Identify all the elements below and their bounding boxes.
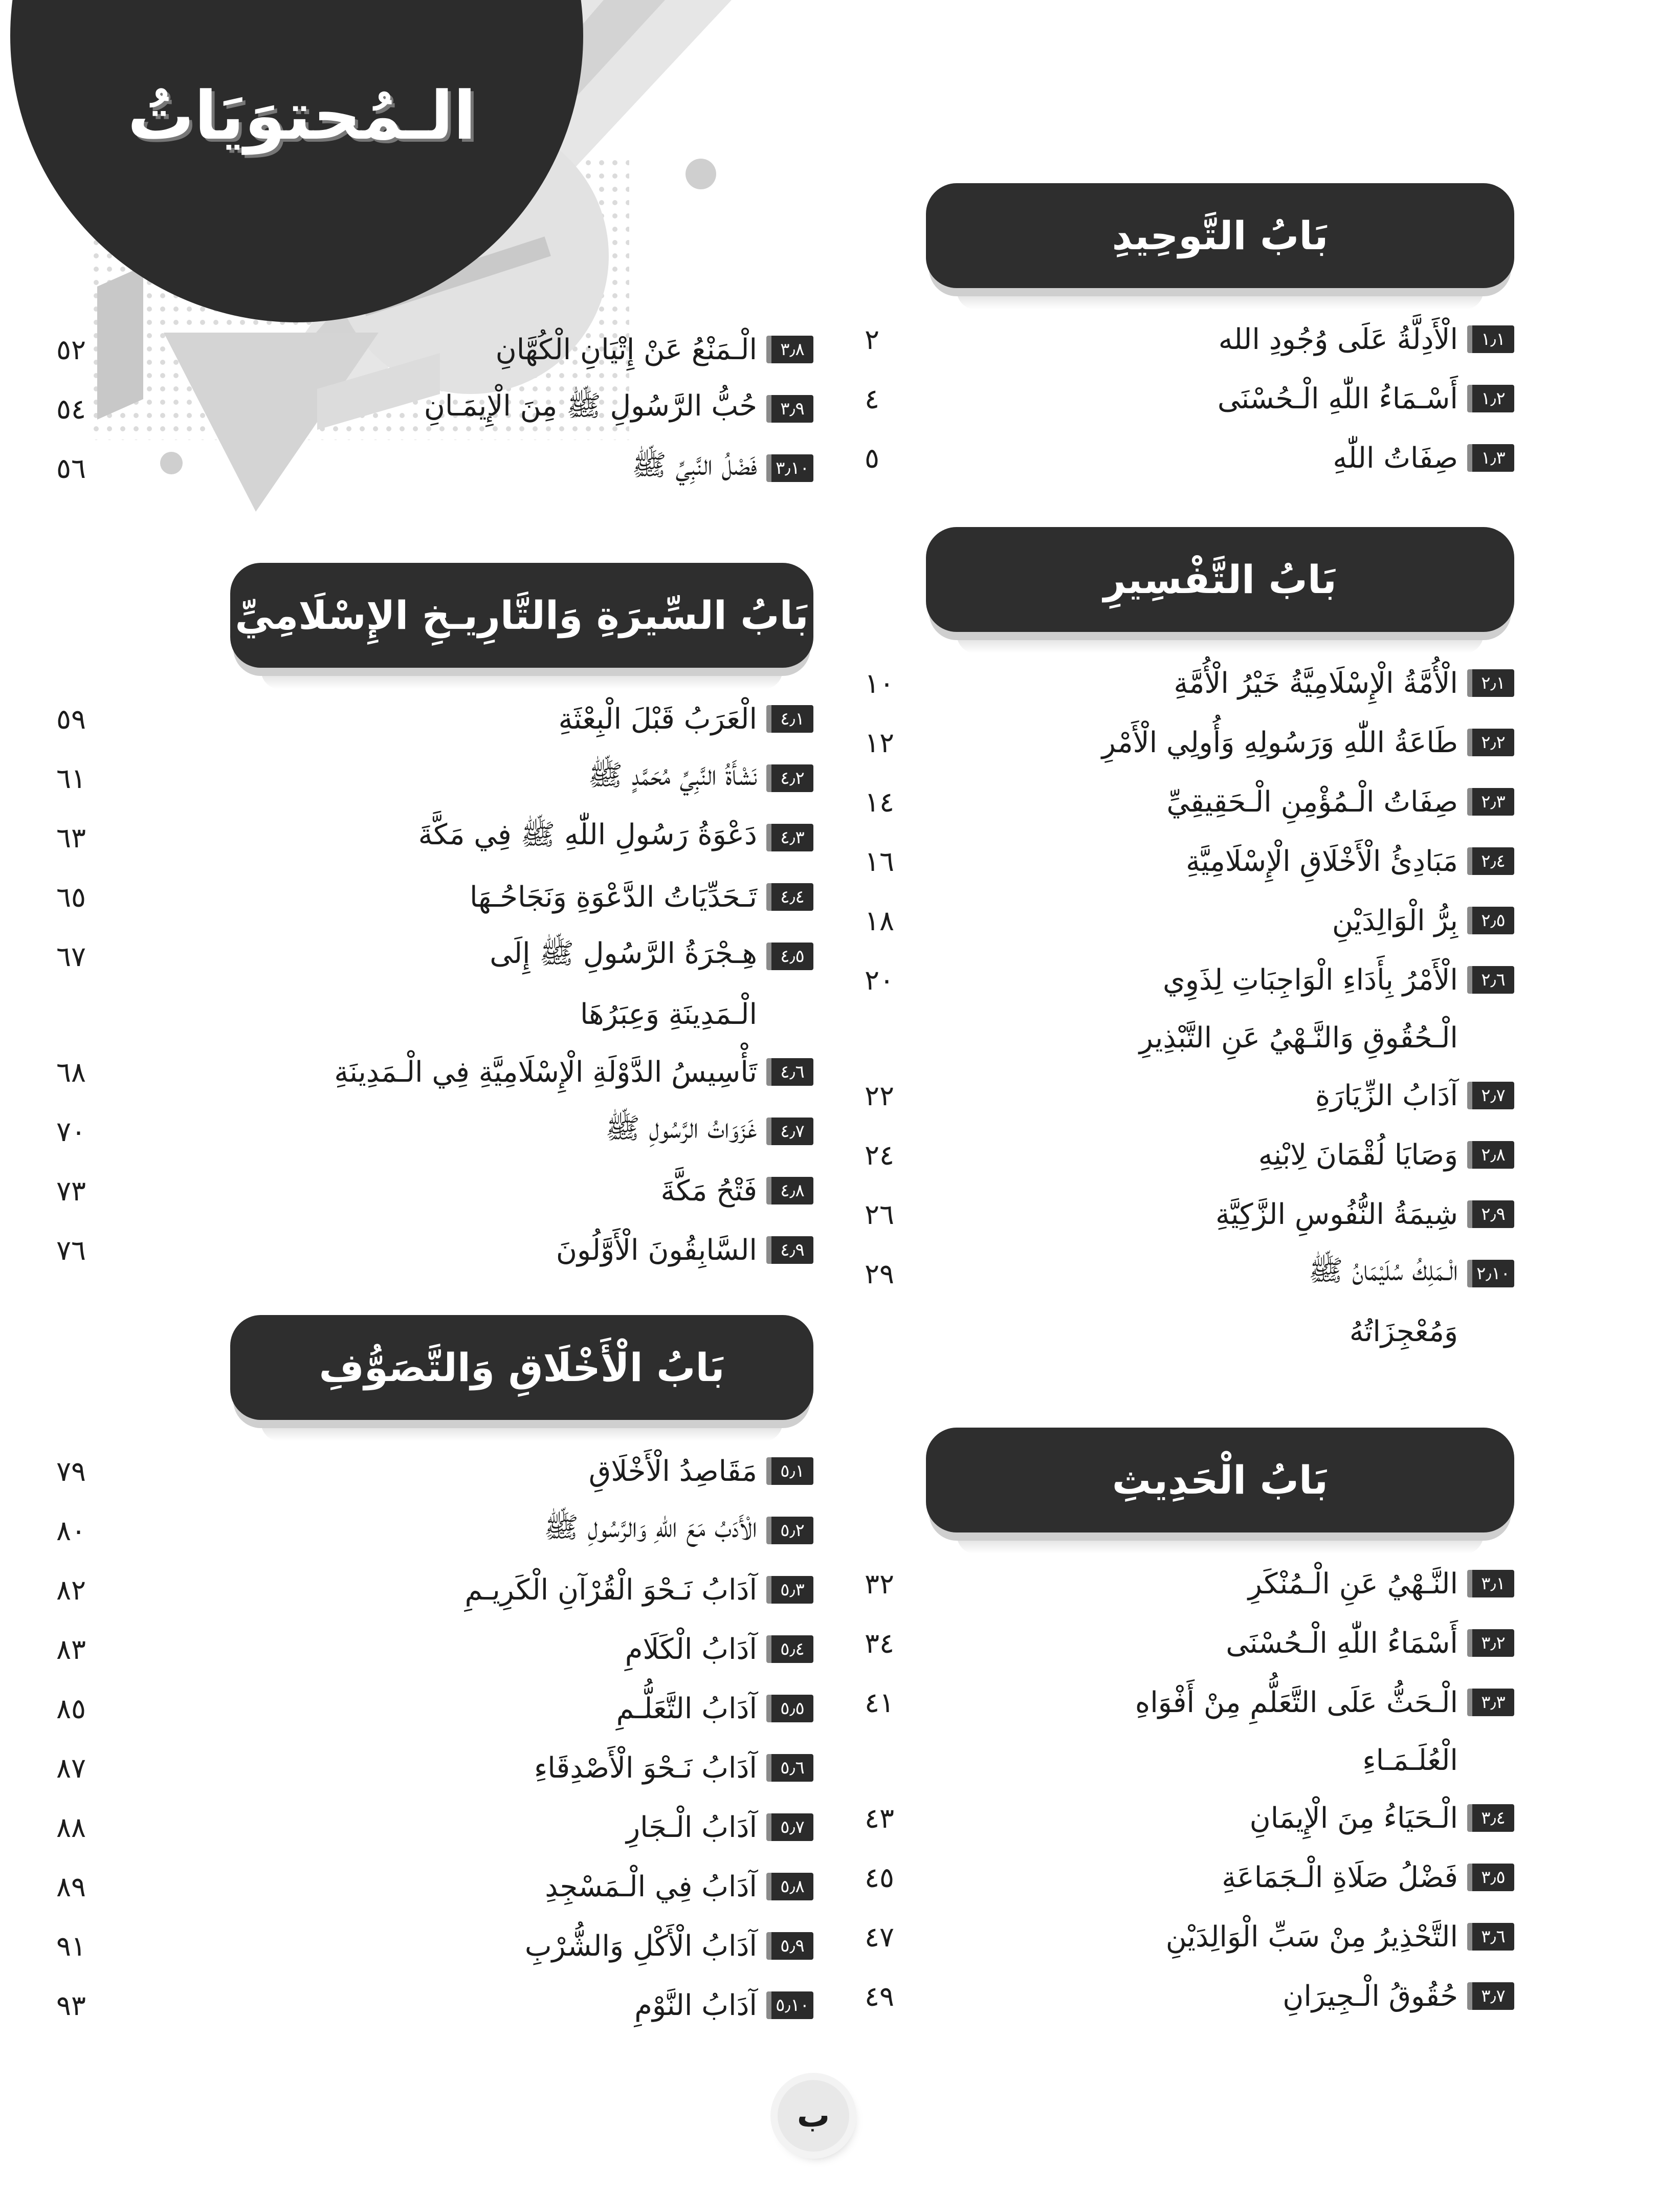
- entry-number: ٣٫١٠: [766, 454, 813, 482]
- entry-page: ٦١: [56, 762, 86, 795]
- entry-title: مَبَادِئُ الْأَخْلَاقِ الْإِسْلَامِيَّةِ: [1185, 844, 1458, 878]
- toc-entry[interactable]: [56, 927, 813, 986]
- toc-entry[interactable]: [56, 867, 813, 927]
- entry-page: ٨٩: [56, 1870, 86, 1903]
- entry-number: ٤٫٩: [766, 1236, 813, 1264]
- entry-number: ٣٫٢: [1467, 1629, 1514, 1657]
- entry-page: ٤٧: [865, 1920, 895, 1953]
- toc-entry[interactable]: [56, 379, 813, 439]
- entry-title: وَصَايَا لُقْمَانَ لِابْنِهِ: [1258, 1138, 1458, 1172]
- toc-entry[interactable]: [865, 369, 1514, 428]
- entry-number: ٢٫٨: [1467, 1141, 1514, 1169]
- entry-page: ٥٢: [56, 333, 86, 366]
- entry-title: حُقُوقُ الْـجِيرَانِ: [1283, 1979, 1458, 2013]
- entry-title: التَّحْذِيرُ مِنْ سَبِّ الْوَالِدَيْنِ: [1165, 1920, 1458, 1954]
- entry-title: فَضْلُ صَلَاةِ الْـجَمَاعَةِ: [1222, 1860, 1458, 1894]
- entry-number: ٤٫٢: [766, 764, 813, 792]
- entry-page: ٦٣: [56, 821, 86, 854]
- entry-number: ٢٫١: [1467, 669, 1514, 697]
- entry-title: النَّـهْيُ عَنِ الْـمُنْكَرِ: [1248, 1567, 1458, 1601]
- entry-page: ٦٧: [56, 940, 86, 973]
- toc-entry[interactable]: [56, 689, 813, 749]
- toc-entry-continuation: [926, 1010, 1514, 1066]
- entry-title: تَـحَدِّيَاتُ الدَّعْوَةِ وَنَجَاحُـهَا: [470, 880, 757, 914]
- toc-entry[interactable]: [865, 1185, 1514, 1244]
- toc-entry[interactable]: [865, 1788, 1514, 1848]
- entry-title: أَسْـمَاءُ اللّٰهِ الْـحُسْنَى: [1217, 382, 1458, 415]
- entry-page: ٥٦: [56, 452, 86, 485]
- entry-title: الْأَمْرُ بِأَدَاءِ الْوَاجِبَاتِ لِذَوِي: [1162, 963, 1458, 997]
- entry-number: ٤٫٧: [766, 1118, 813, 1145]
- toc-entry-continuation: [926, 1303, 1514, 1360]
- entry-number: ٣٫١: [1467, 1570, 1514, 1597]
- toc-entry[interactable]: [865, 1673, 1514, 1732]
- toc-entry[interactable]: [865, 1125, 1514, 1185]
- toc-entry[interactable]: [56, 749, 813, 808]
- section-tafseer: [865, 527, 1514, 1360]
- entry-page: ١٨: [865, 904, 895, 937]
- entry-number: ٢٫٧: [1467, 1082, 1514, 1109]
- toc-entry[interactable]: [56, 808, 813, 867]
- section-header-tawheed: بَابُ التَّوحِيدِ: [926, 183, 1514, 288]
- entry-page: ٤٩: [865, 1980, 895, 2012]
- entry-page: ٨٠: [56, 1514, 86, 1547]
- entry-page: ١٠: [865, 667, 895, 699]
- toc-entry[interactable]: [865, 310, 1514, 369]
- entry-page: ٨٣: [56, 1633, 86, 1666]
- section-hadith-continued: [56, 320, 813, 498]
- header-shadow: [261, 670, 783, 689]
- entry-number: ٣٫٤: [1467, 1804, 1514, 1832]
- toc-entry[interactable]: [56, 1161, 813, 1220]
- page-title: الـمُحتوَيَاتُ: [127, 77, 476, 155]
- entry-number: ٤٫٨: [766, 1177, 813, 1204]
- entry-title: فَتْحُ مَكَّةَ: [660, 1174, 757, 1208]
- page-number-letter: ب: [797, 2097, 830, 2135]
- entry-title: الْـحَيَاءُ مِنَ الْإِيمَانِ: [1249, 1801, 1458, 1835]
- toc-entry[interactable]: [865, 1244, 1514, 1303]
- entry-page: ٧٠: [56, 1115, 86, 1148]
- toc-entry[interactable]: [56, 1798, 813, 1857]
- section-header-tafseer: بَابُ التَّفْسِيرِ: [926, 527, 1514, 632]
- entry-number: ٢٫٤: [1467, 847, 1514, 875]
- entry-page: ٧٦: [56, 1234, 86, 1266]
- entry-page: ٩١: [56, 1930, 86, 1962]
- entry-title: الْأَدِلَّةُ عَلَى وُجُودِ الله: [1218, 322, 1458, 356]
- toc-entry[interactable]: [865, 428, 1514, 488]
- entry-page: ٨٨: [56, 1811, 86, 1844]
- header-shadow: [957, 290, 1484, 310]
- section-header-akhlaq: بَابُ الْأَخْلَاقِ وَالتَّصَوُّفِ: [230, 1315, 813, 1420]
- toc-entry[interactable]: [56, 320, 813, 379]
- toc-entry[interactable]: [56, 1738, 813, 1798]
- header-shadow: [957, 634, 1484, 653]
- entry-title: آدَابُ الْـجَارِ: [626, 1810, 757, 1844]
- entry-page: ١٢: [865, 726, 895, 759]
- entry-number: ٤٫٥: [766, 943, 813, 970]
- entry-title-continued: الْعُلَـمَـاءِ: [1362, 1743, 1458, 1777]
- entry-title: آدَابُ نَـحْوَ الْقُرْآنِ الْكَرِيـمِ: [465, 1573, 757, 1607]
- entry-number: ٤٫١: [766, 705, 813, 733]
- toc-entry[interactable]: [56, 1441, 813, 1501]
- entry-number: ٤٫٤: [766, 883, 813, 911]
- entry-page: ٢٦: [865, 1198, 895, 1231]
- entry-number: ٣٫٧: [1467, 1982, 1514, 2010]
- entry-page: ٨٧: [56, 1751, 86, 1784]
- toc-entry-continuation: [230, 986, 813, 1042]
- toc-entry[interactable]: [865, 1848, 1514, 1907]
- entry-title: الْـمَلِكُ سُلَيْمَانُ ﷺ: [1308, 1254, 1458, 1287]
- entry-title: صِفَاتُ اللّٰهِ: [1333, 441, 1458, 475]
- toc-entry[interactable]: [865, 891, 1514, 950]
- section-tawheed: [865, 183, 1514, 488]
- toc-entry[interactable]: [865, 653, 1514, 713]
- entry-number: ٥٫٨: [766, 1873, 813, 1900]
- toc-entry[interactable]: [865, 1907, 1514, 1966]
- entry-page: ٣٢: [865, 1567, 895, 1600]
- entry-title: آدَابُ النَّوْمِ: [634, 1988, 757, 2022]
- entry-page: ٢٢: [865, 1079, 895, 1112]
- entry-page: ٨٥: [56, 1692, 86, 1725]
- entry-title: مَقَاصِدُ الْأَخْلَاقِ: [588, 1454, 757, 1488]
- entry-title: الْأُمَّةُ الْإِسْلَامِيَّةُ خَيْرُ الْأُمَّةِ: [1174, 666, 1458, 700]
- toc-entry-continuation: [926, 1732, 1514, 1788]
- toc-entry[interactable]: [56, 1102, 813, 1161]
- section-hadith: [865, 1428, 1514, 2026]
- entry-page: ٢٩: [865, 1257, 895, 1290]
- entry-page: ٥٤: [56, 392, 86, 425]
- entry-page: ٤: [865, 382, 880, 415]
- entry-title: آدَابُ الْكَلَامِ: [625, 1632, 757, 1666]
- entry-page: ٦٥: [56, 881, 86, 913]
- entry-page: ٢٤: [865, 1138, 895, 1171]
- toc-entry[interactable]: [56, 1976, 813, 2035]
- toc-entry[interactable]: [56, 1679, 813, 1738]
- entry-title: آدَابُ نَـحْوَ الْأَصْدِقَاءِ: [534, 1751, 757, 1785]
- entry-number: ٢٫٣: [1467, 788, 1514, 816]
- entry-title: آدَابُ التَّعَلُّـمِ: [616, 1692, 757, 1725]
- toc-entry[interactable]: [56, 1916, 813, 1976]
- entry-page: ٤٥: [865, 1861, 895, 1894]
- toc-entry[interactable]: [56, 1042, 813, 1102]
- toc-entry[interactable]: [865, 772, 1514, 831]
- entry-number: ٥٫٦: [766, 1754, 813, 1782]
- toc-entry[interactable]: [56, 1501, 813, 1560]
- section-akhlaq: [56, 1315, 813, 2035]
- entry-page: ٥٩: [56, 703, 86, 735]
- entry-page: ١٤: [865, 785, 895, 818]
- toc-entry[interactable]: [56, 1857, 813, 1916]
- entry-number: ٤٫٣: [766, 824, 813, 851]
- entry-title: تَأْسِيسُ الدَّوْلَةِ الْإِسْلَامِيَّةِ فِي الْـمَدِينَةِ: [334, 1055, 757, 1089]
- entry-title: شِيمَةُ النُّفُوسِ الزَّكِيَّةِ: [1215, 1197, 1458, 1231]
- entry-number: ٢٫٢: [1467, 729, 1514, 756]
- toc-entry[interactable]: [865, 950, 1514, 1010]
- header-shadow: [957, 1535, 1484, 1554]
- entry-number: ٣٫٩: [766, 395, 813, 423]
- entry-number: ١٫٢: [1467, 385, 1514, 412]
- entry-number: ٢٫١٠: [1467, 1260, 1514, 1287]
- entry-title: أَسْمَاءُ اللّٰهِ الْـحُسْنَى: [1226, 1626, 1458, 1660]
- toc-entry[interactable]: [56, 439, 813, 498]
- toc-entry[interactable]: [865, 1554, 1514, 1613]
- entry-title: هِـجْرَةُ الرَّسُولِ ﷺ إِلَى: [490, 936, 757, 970]
- entry-page: ١٦: [865, 845, 895, 878]
- toc-entry[interactable]: [56, 1560, 813, 1619]
- entry-number: ٢٫٦: [1467, 966, 1514, 994]
- section-header-hadith: بَابُ الْحَدِيثِ: [926, 1428, 1514, 1532]
- entry-title: فَضْلُ النَّبِيِّ ﷺ: [632, 448, 757, 482]
- entry-number: ٥٫١: [766, 1457, 813, 1485]
- entry-number: ٥٫٧: [766, 1813, 813, 1841]
- entry-title-continued: الْـمَدِينَةِ وَعِبَرُهَا: [580, 997, 757, 1031]
- section-seerah: [56, 563, 813, 1280]
- entry-title: الْـمَنْعُ عَنْ إِتْيَانِ الْكُهَّانِ: [495, 333, 757, 366]
- entry-title: حُبُّ الرَّسُولِ ﷺ مِنَ الْإِيمَـانِ: [424, 389, 757, 423]
- entry-page: ٩٣: [56, 1989, 86, 2022]
- toc-entry[interactable]: [865, 1966, 1514, 2026]
- entry-number: ٢٫٩: [1467, 1200, 1514, 1228]
- entry-title: آدَابُ فِي الْـمَسْجِدِ: [545, 1870, 757, 1903]
- entry-title: الْعَرَبُ قَبْلَ الْبِعْثَةِ: [558, 702, 757, 736]
- entry-page: ٥: [865, 442, 880, 474]
- entry-title: بِرُّ الْوَالِدَيْنِ: [1332, 904, 1458, 937]
- entry-title-continued: وَمُعْجِزَاتُهُ: [1349, 1315, 1458, 1348]
- entry-title-continued: الْـحُقُوقِ وَالنَّـهْيُ عَنِ التَّبْذِيرِ: [1139, 1021, 1458, 1055]
- entry-title: السَّابِقُونَ الْأَوَّلُونَ: [556, 1233, 757, 1267]
- entry-page: ٢: [865, 323, 880, 356]
- entry-number: ٣٫٦: [1467, 1923, 1514, 1951]
- entry-number: ٣٫٣: [1467, 1689, 1514, 1716]
- toc-entry[interactable]: [56, 1220, 813, 1280]
- toc-entry[interactable]: [865, 1613, 1514, 1673]
- entry-page: ٤٣: [865, 1802, 895, 1834]
- entry-title: دَعْوَةُ رَسُولِ اللّٰهِ ﷺ فِي مَكَّةَ: [418, 818, 757, 851]
- toc-entry[interactable]: [56, 1619, 813, 1679]
- entry-number: ٣٫٥: [1467, 1864, 1514, 1891]
- toc-entry[interactable]: [865, 1066, 1514, 1125]
- entry-page: ٦٨: [56, 1056, 86, 1088]
- entry-title: غَزَوَاتُ الرَّسُولِ ﷺ: [605, 1111, 757, 1145]
- entry-title: الْأَدَبُ مَعَ اللّٰهِ وَالرَّسُولِ ﷺ: [544, 1510, 757, 1544]
- entry-title: الْـحَثُّ عَلَى التَّعَلُّمِ مِنْ أَفْوَاهِ: [1135, 1685, 1458, 1719]
- entry-number: ٥٫٥: [766, 1695, 813, 1722]
- section-header-seerah: بَابُ السِّيرَةِ وَالتَّارِيـخِ الإِسْلَامِيِّ: [230, 563, 813, 668]
- toc-entry[interactable]: [865, 831, 1514, 891]
- entry-number: ١٫١: [1467, 325, 1514, 353]
- entry-number: ٥٫١٠: [766, 1991, 813, 2019]
- entry-title: آدَابُ الزِّيَارَةِ: [1315, 1079, 1458, 1112]
- entry-title: طَاعَةُ اللّٰهِ وَرَسُولِهِ وَأُولِي الْأَمْرِ: [1101, 726, 1458, 759]
- entry-number: ٥٫٩: [766, 1932, 813, 1960]
- entry-page: ٢٠: [865, 963, 895, 996]
- page-number-badge: [778, 2080, 849, 2152]
- entry-number: ٥٫٣: [766, 1576, 813, 1604]
- entry-number: ٤٫٦: [766, 1058, 813, 1086]
- entry-number: ٥٫٢: [766, 1517, 813, 1544]
- entry-page: ٧٩: [56, 1455, 86, 1487]
- toc-entry[interactable]: [865, 713, 1514, 772]
- entry-page: ٨٢: [56, 1573, 86, 1606]
- entry-title: نَشْأَةُ النَّبِيِّ مُحَمَّدٍ ﷺ: [588, 758, 757, 792]
- entry-title: آدَابُ الْأَكْلِ وَالشُّرْبِ: [524, 1929, 757, 1963]
- entry-number: ٣٫٨: [766, 336, 813, 363]
- entry-number: ٢٫٥: [1467, 907, 1514, 934]
- entry-page: ٣٤: [865, 1627, 895, 1659]
- entry-number: ١٫٣: [1467, 444, 1514, 472]
- entry-number: ٥٫٤: [766, 1635, 813, 1663]
- entry-title: صِفَاتُ الْـمُؤْمِنِ الْـحَقِيقِيِّ: [1166, 785, 1458, 819]
- entry-page: ٤١: [865, 1686, 895, 1719]
- header-shadow: [261, 1422, 783, 1441]
- entry-page: ٧٣: [56, 1174, 86, 1207]
